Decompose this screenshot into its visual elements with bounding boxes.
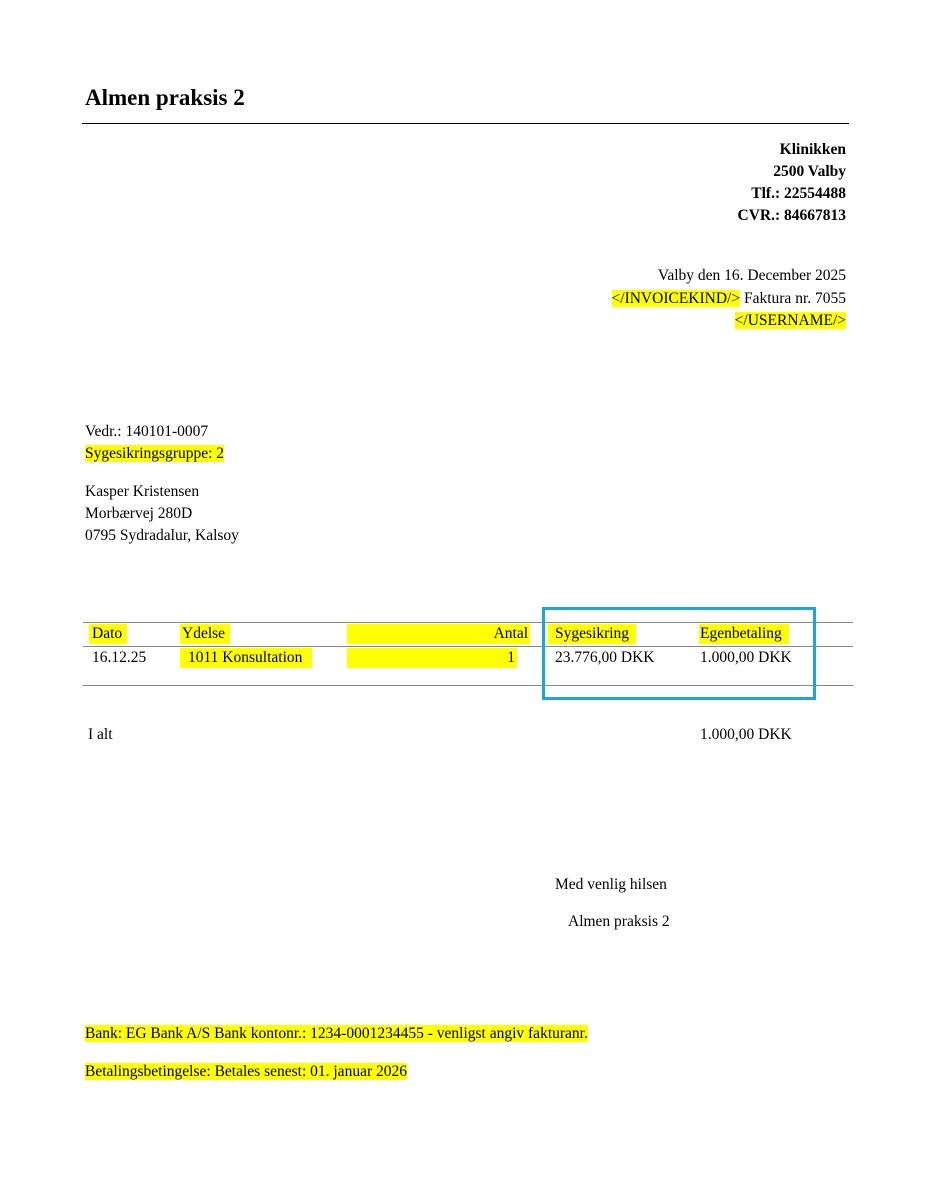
invoice-kind-tag: </INVOICEKIND/>: [611, 289, 741, 307]
row-insurance: 23.776,00 DKK: [555, 649, 655, 666]
patient-city: 0795 Sydradalur, Kalsoy: [85, 527, 239, 544]
page-title: Almen praksis 2: [85, 85, 245, 110]
annotation-box: [542, 607, 816, 700]
row-copay: 1.000,00 DKK: [700, 649, 792, 666]
clinic-name: Klinikken: [779, 141, 846, 158]
patient-street: Morbærvej 280D: [85, 505, 193, 522]
patient-group-line: [85, 443, 224, 465]
col-header-insurance: Sygesikring: [555, 625, 630, 642]
header-divider: [82, 123, 849, 124]
row-quantity: 1: [507, 649, 515, 666]
col-header-quantity: Antal: [493, 625, 528, 642]
invoice-meta: [612, 265, 846, 333]
closing-greeting: Med venlig hilsen: [555, 876, 667, 893]
clinic-phone: Tlf.: 22554488: [751, 185, 846, 202]
row-service: 1011 Konsultation: [188, 649, 303, 666]
col-header-copay: Egenbetaling: [700, 625, 782, 642]
row-date: 16.12.25: [92, 649, 147, 666]
terms-line: [85, 1061, 407, 1083]
total-label: I alt: [88, 726, 113, 743]
col-header-date: Dato: [92, 625, 123, 642]
clinic-city: 2500 Valby: [773, 163, 846, 180]
invoice-number-line: [612, 288, 846, 311]
username-tag: </USERNAME/>: [734, 312, 846, 329]
bank-line: [85, 1023, 588, 1045]
patient-ref: Vedr.: 140101-0007: [85, 423, 209, 440]
col-header-service: Ydelse: [182, 625, 226, 642]
clinic-cvr: CVR.: 84667813: [737, 207, 846, 224]
closing-signature: Almen praksis 2: [568, 913, 670, 930]
patient-name: Kasper Kristensen: [85, 483, 200, 500]
username-line: [612, 310, 846, 333]
payment-terms: Betalingsbetingelse: Betales senest: 01. januar 2026: [85, 1063, 407, 1080]
total-amount: 1.000,00 DKK: [700, 726, 792, 743]
invoice-date: Valby den 16. December 2025: [657, 267, 846, 284]
clinic-address: [738, 139, 847, 227]
patient-group: Sygesikringsgruppe: 2: [85, 445, 225, 462]
invoice-number: Faktura nr. 7055: [740, 289, 846, 307]
bank-info: Bank: EG Bank A/S Bank kontonr.: 1234-0001234455 - venligst angiv fakturanr.: [85, 1025, 588, 1042]
